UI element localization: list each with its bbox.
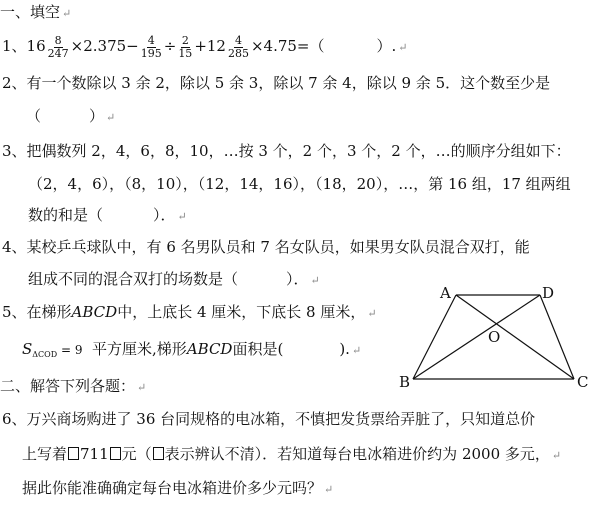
vertex-label-c: C <box>577 373 589 391</box>
diagonal-ac <box>456 295 574 379</box>
question-6-line-1: 6、万兴商场购进了 36 台同规格的电冰箱，不慎把发货票给弄脏了，只知道总价 <box>2 410 536 428</box>
vertex-label-a: A <box>440 284 451 302</box>
trapezoid-left-edge <box>413 295 456 379</box>
q5-area-symbol: S <box>22 340 33 358</box>
q2-close-paren: ） <box>89 107 105 125</box>
paragraph-mark: ↵ <box>398 41 408 54</box>
q1-fraction-1 <box>47 35 70 60</box>
q1-fraction-2-numerator: 4 <box>147 33 155 47</box>
diagonal-bd <box>413 295 540 379</box>
question-4-line-2 <box>28 269 320 291</box>
q5-abcd: ABCD <box>71 303 118 321</box>
q1-term-1: ×2.375− <box>70 37 139 55</box>
q1-fraction-1-numerator: 8 <box>54 33 62 47</box>
q1-term-4: ×4.75=（ <box>250 37 325 55</box>
question-2-line-2 <box>26 106 115 128</box>
q1-fraction-4-numerator: 4 <box>234 33 242 47</box>
q6-text-line-3: 据此你能准确确定每台电冰箱进价多少元吗？ <box>22 479 323 497</box>
illegible-digit-box-2 <box>110 447 121 460</box>
q5-tail: 面积是( <box>232 340 284 358</box>
paragraph-mark: ↵ <box>324 483 334 496</box>
paragraph-mark: ↵ <box>367 307 377 320</box>
q6-text-c: 元（ <box>121 445 152 463</box>
q2-open-paren: （ <box>26 107 42 125</box>
q6-text-d: 表示辨认不清）．若知道每台电冰箱进价约为 2000 多元， <box>164 445 550 463</box>
q1-whole-16: 16 <box>26 37 46 55</box>
paragraph-mark: ↵ <box>62 7 72 20</box>
section1-title: 一、填空 <box>0 3 61 21</box>
paragraph-mark: ↵ <box>351 344 362 357</box>
section1-title-line <box>0 2 71 24</box>
paragraph-mark: ↵ <box>137 381 147 394</box>
q4-text-a: 组成不同的混合双打的场数是（ <box>28 270 239 288</box>
center-label-o: O <box>488 328 501 346</box>
paragraph-mark: ↵ <box>106 111 116 124</box>
question-1-number: 1、 <box>2 37 27 55</box>
question-4-line-1: 4、某校乒乓球队中，有 6 名男队员和 7 名女队员，如果男女队员混合双打，能 <box>2 238 530 256</box>
q5-area-subscript: ΔCOD <box>32 350 58 359</box>
section2-title: 二、解答下列各题： <box>0 377 136 395</box>
q4-text-b: ）． <box>286 270 309 288</box>
q1-fraction-2-denominator: 195 <box>140 46 162 60</box>
vertex-label-b: B <box>399 373 411 391</box>
q5-unit-text: 平方厘米,梯形 <box>92 340 187 358</box>
q1-term-3: +12 <box>194 37 226 55</box>
q1-fraction-1-denominator: 247 <box>47 46 69 60</box>
q5-pre: 5、在梯形 <box>2 303 72 321</box>
section2-title-line <box>0 376 146 398</box>
q1-fraction-4 <box>227 35 250 60</box>
question-6-line-2 <box>22 444 561 466</box>
q1-fraction-3-numerator: 2 <box>181 33 189 47</box>
question-5-line-1 <box>2 302 377 324</box>
q1-fraction-3 <box>177 35 193 60</box>
q6-text-711: 711 <box>80 445 109 463</box>
question-3-line-2: （2，4，6），（8，10），（12，14，16），（18，20），…，第 16 组，17 组两组 <box>28 175 571 193</box>
question-6-line-3 <box>22 478 333 500</box>
paragraph-mark: ↵ <box>177 210 187 223</box>
question-3-line-3 <box>28 205 187 227</box>
q5-end: ). <box>339 340 350 358</box>
paragraph-mark: ↵ <box>310 274 320 287</box>
question-1 <box>2 32 408 62</box>
q6-text-a: 上写着 <box>22 445 68 463</box>
q5-abcd-2: ABCD <box>186 340 233 358</box>
paragraph-mark: ↵ <box>551 449 562 462</box>
q1-term-2: ÷ <box>163 37 177 55</box>
q5-area-value: = 9 <box>57 343 83 357</box>
illegible-digit-box-legend <box>153 447 164 460</box>
q5-mid: 中，上底长 4 厘米，下底长 8 厘米， <box>117 303 366 321</box>
q3-text-b: ）． <box>153 206 176 224</box>
question-5-line-2 <box>22 339 361 365</box>
question-2-line-1: 2、有一个数除以 3 余 2，除以 5 余 3，除以 7 余 4，除以 9 余 5．这个数至少是 <box>2 74 551 92</box>
question-3-line-1: 3、把偶数列 2，4，6，8，10，…按 3 个，2 个，3 个，2 个，…的顺序分组如下： <box>2 142 571 160</box>
q1-term-5: ）. <box>376 37 397 55</box>
q1-fraction-4-denominator: 285 <box>227 46 249 60</box>
illegible-digit-box-1 <box>68 447 79 460</box>
vertex-label-d: D <box>542 284 555 302</box>
q1-fraction-3-denominator: 15 <box>178 46 193 60</box>
q3-text-a: 数的和是（ <box>28 206 104 224</box>
trapezoid-figure <box>392 280 602 395</box>
q1-fraction-2 <box>140 35 163 60</box>
